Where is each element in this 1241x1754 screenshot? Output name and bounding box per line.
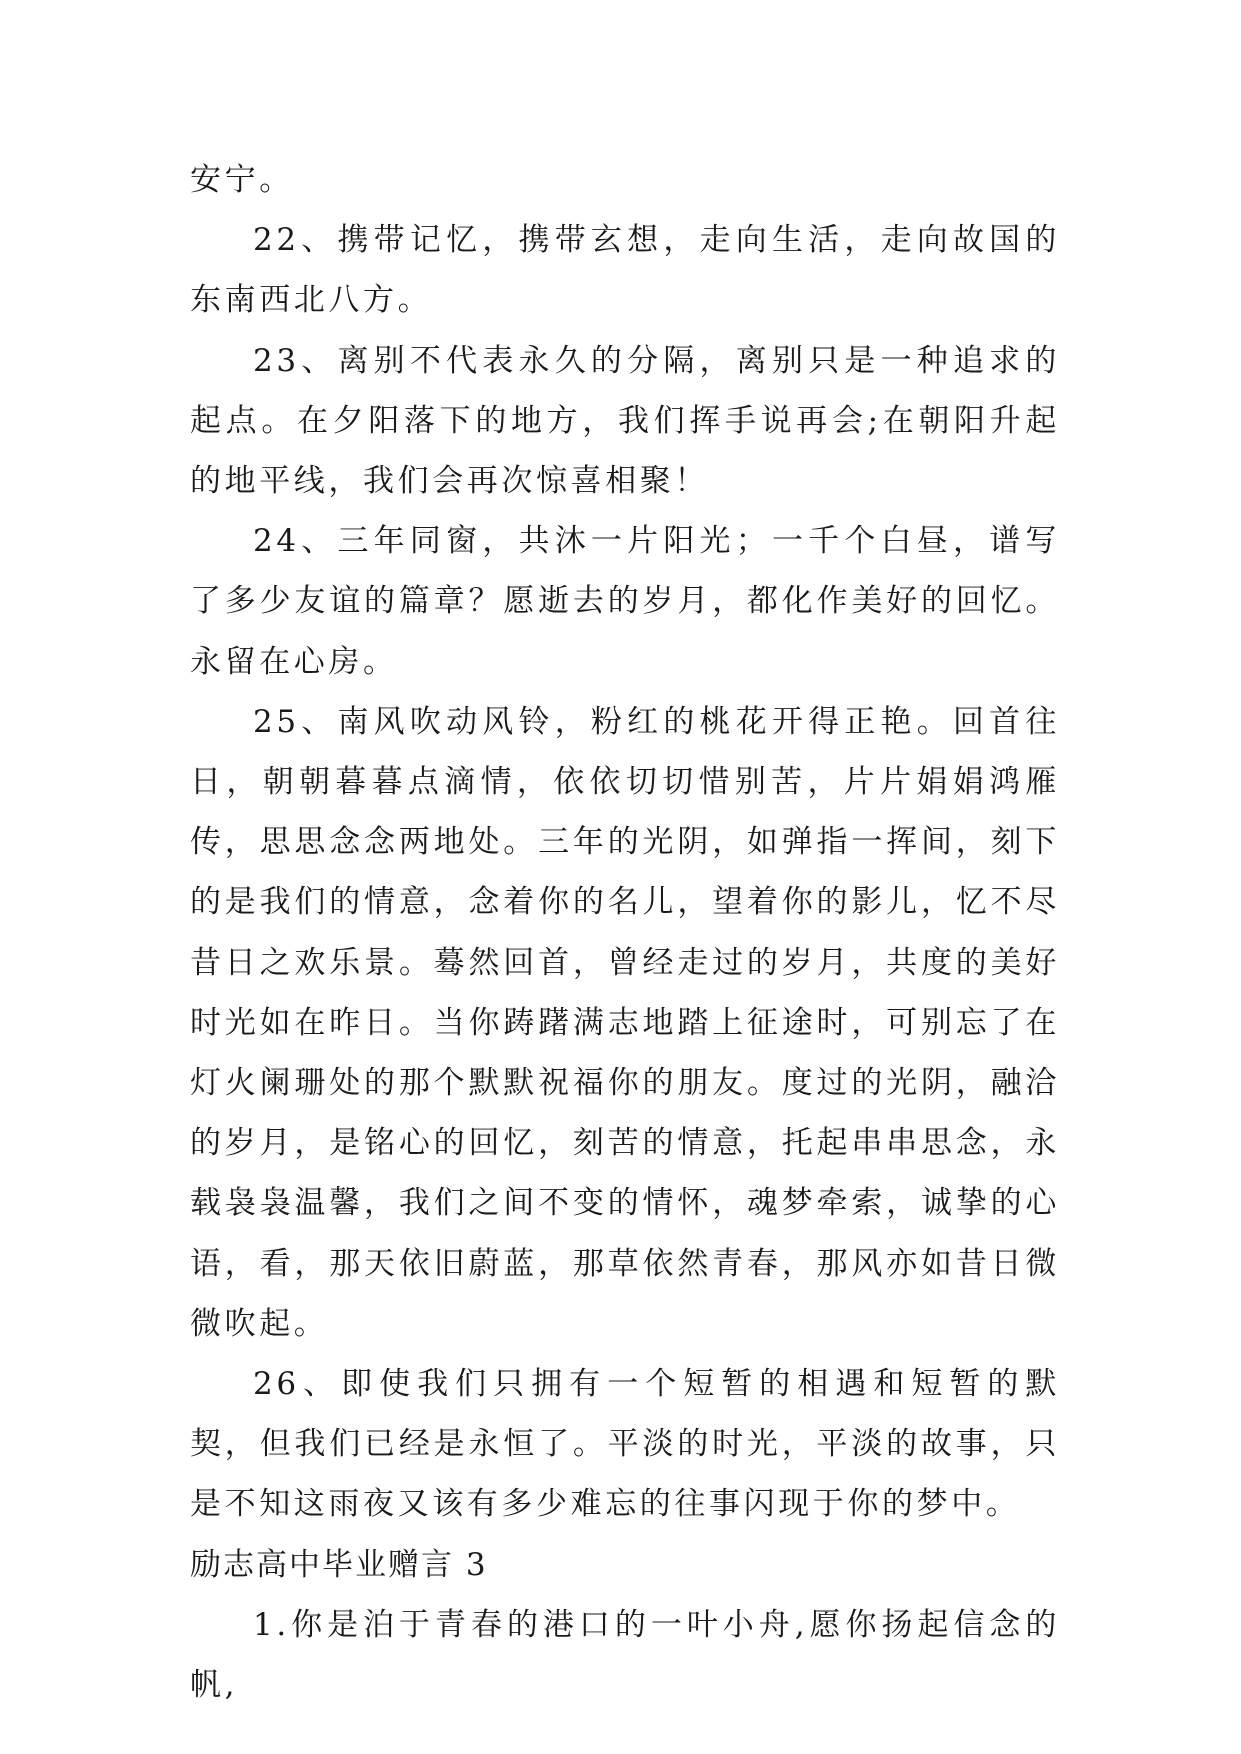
paragraph-25: 25、南风吹动风铃，粉红的桃花开得正艳。回首往日，朝朝暮暮点滴情，依依切切惜别苦，片片娟娟鸿雁传，思思念念两地处。三年的光阴，如弹指一挥间，刻下的是我们的情意，念着你的名儿，望着你的影儿，忆不尽昔日之欢乐景。蓦然回首，曾经走过的岁月，共度的美好时光如在昨日。当你踌躇满志地踏上征途时，可别忘了在灯火阑珊处的那个默默祝福你的朋友。度过的光阴，融洽的岁月，是铭心的回忆，刻苦的情意，托起串串思念，永载袅袅温馨，我们之间不变的情怀，魂梦牵索，诚挚的心语，看，那天依旧蔚蓝，那草依然青春，那风亦如昔日微微吹起。: [190, 703, 1060, 1342]
document-body: [190, 150, 1060, 1715]
paragraph-26: 26、即使我们只拥有一个短暂的相遇和短暂的默契，但我们已经是永恒了。平淡的时光，平淡的故事，只是不知这雨夜又该有多少难忘的往事闪现于你的梦中。: [190, 1366, 1060, 1523]
paragraph-continuation: 安宁。: [190, 162, 294, 198]
paragraph-23: 23、离别不代表永久的分隔，离别只是一种追求的起点。在夕阳落下的地方，我们挥手说再会;在朝阳升起的地平线，我们会再次惊喜相聚！: [190, 342, 1060, 500]
paragraph-24: 24、三年同窗，共沐一片阳光；一千个白昼，谱写了多少友谊的篇章？愿逝去的岁月，都化作美好的回忆。永留在心房。: [190, 523, 1060, 680]
section-heading: 励志高中毕业赠言 3: [190, 1546, 488, 1583]
paragraph-22: 22、携带记忆，携带玄想，走向生活，走向故国的东南西北八方。: [190, 222, 1060, 319]
paragraph-section3-1: 1.你是泊于青春的港口的一叶小舟,愿你扬起信念的帆,: [190, 1606, 1060, 1704]
